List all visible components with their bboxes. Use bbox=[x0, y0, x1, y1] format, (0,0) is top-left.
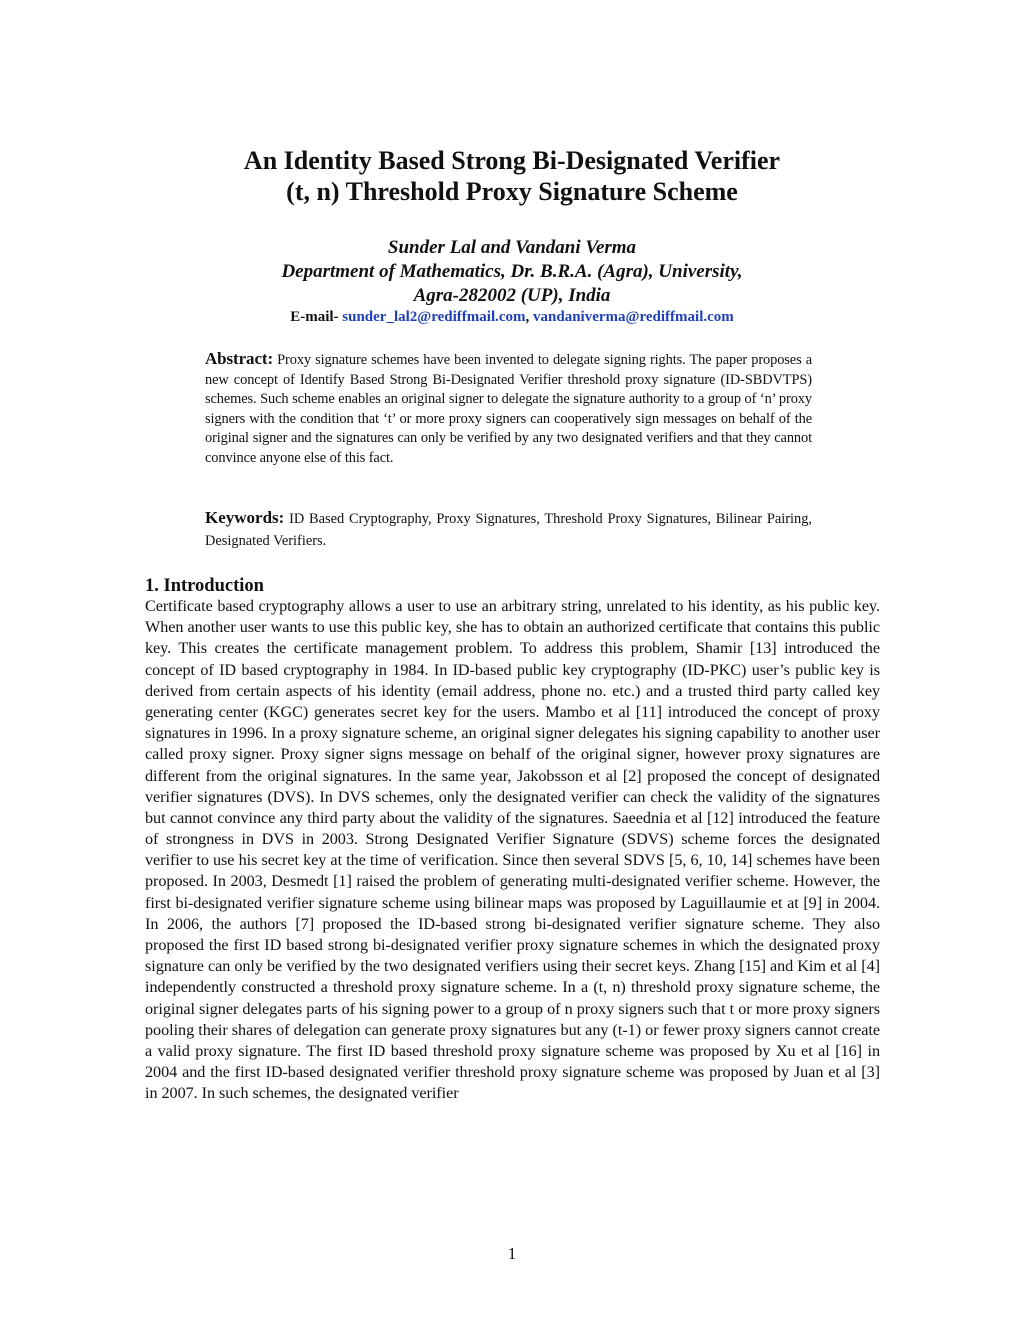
paper-title-line-2: (t, n) Threshold Proxy Signature Scheme bbox=[286, 177, 738, 206]
keywords-text: ID Based Cryptography, Proxy Signatures, Threshold Proxy Signatures, Bilinear Pairing, Designated Verifiers. bbox=[205, 511, 812, 549]
abstract-text: Proxy signature schemes have been invented to delegate signing rights. The paper proposes a new concept of Identify Based Strong Bi-Designated Verifier threshold proxy signature (ID-SBDVTPS) schemes. Such scheme enables an original signer to delegate the signature authority to a group of ‘n’ proxy signers with the condition that ‘t’ or more proxy signers can cooperatively sign messages on behalf of the original signer and the signatures can only be verified by any two designated verifiers and that they cannot convince anyone else of this fact. bbox=[205, 352, 812, 466]
email-label: E-mail- bbox=[290, 309, 339, 325]
author-names: Sunder Lal and Vandani Verma bbox=[387, 237, 637, 258]
paper-title-line-1: An Identity Based Strong Bi-Designated Verifier bbox=[243, 146, 781, 175]
email-line bbox=[0, 307, 1024, 327]
abstract-label: Abstract: bbox=[205, 349, 274, 368]
affiliation-line-1: Department of Mathematics, Dr. B.R.A. (Agra), University, bbox=[281, 261, 743, 282]
affiliation-line-2: Agra-282002 (UP), India bbox=[413, 285, 611, 306]
keywords-label: Keywords: bbox=[205, 508, 285, 527]
section-heading-introduction: 1. Introduction bbox=[145, 576, 264, 596]
page-number: 1 bbox=[507, 1244, 517, 1263]
abstract-block bbox=[205, 349, 812, 469]
email-link-2[interactable]: vandaniverma@rediffmail.com bbox=[533, 309, 734, 325]
email-separator: , bbox=[525, 309, 530, 325]
keywords-block bbox=[205, 507, 812, 552]
introduction-body: Certificate based cryptography allows a user to use an arbitrary string, unrelated to his identity, as his public key. When another user wants to use this public key, she has to obtain an authorized certificate that contains this public key. This creates the certificate management problem. To address this problem, Shamir [13] introduced the concept of ID based cryptography in 1984. In ID-based public key cryptography (ID-PKC) user’s public key is derived from certain aspects of his identity (email address, phone no. etc.) and a trusted third party called key generating center (KGC) generates secret key for the users. Mambo et al [11] introduced the concept of proxy signatures in 1996. In a proxy signature scheme, an original signer delegates his signing capability to another user called proxy signer. Proxy signer signs message on behalf of the original signer, however proxy signatures are different from the original signatures. In the same year, Jakobsson et al [2] proposed the concept of designated verifier signatures (DVS). In DVS schemes, only the designated verifier can check the validity of the signatures but cannot convince any third party about the validity of the signatures. Saeednia et al [12] introduced the feature of strongness in DVS in 2003. Strong Designated Verifier Signature (SDVS) scheme forces the designated verifier to use his secret key at the time of verification. Since then several SDVS [5, 6, 10, 14] schemes have been proposed. In 2003, Desmedt [1] raised the problem of generating multi-designated verifier scheme. However, the first bi-designated verifier signature scheme using bilinear maps was proposed by Laguillaumie et at [9] in 2004. In 2006, the authors [7] proposed the ID-based strong bi-designated verifier signature scheme. They also proposed the first ID based strong bi-designated verifier proxy signature schemes in which the designated proxy signature can only be verified by the two designated verifiers using their secret keys. Zhang [15] and Kim et al [4] independently constructed a threshold proxy signature scheme. In a (t, n) threshold proxy signature scheme, the original signer delegates parts of his signing power to a group of n proxy signers such that t or more proxy signers pooling their shares of delegation can generate proxy signatures but any (t-1) or fewer proxy signers cannot create a valid proxy signature. The first ID based threshold proxy signature scheme was proposed by Xu et al [16] in 2004 and the first ID-based designated verifier threshold proxy signature scheme was proposed by Juan et al [3] in 2007. In such schemes, the designated verifier bbox=[145, 597, 880, 1103]
email-link-1[interactable]: sunder_lal2@rediffmail.com bbox=[342, 309, 526, 325]
